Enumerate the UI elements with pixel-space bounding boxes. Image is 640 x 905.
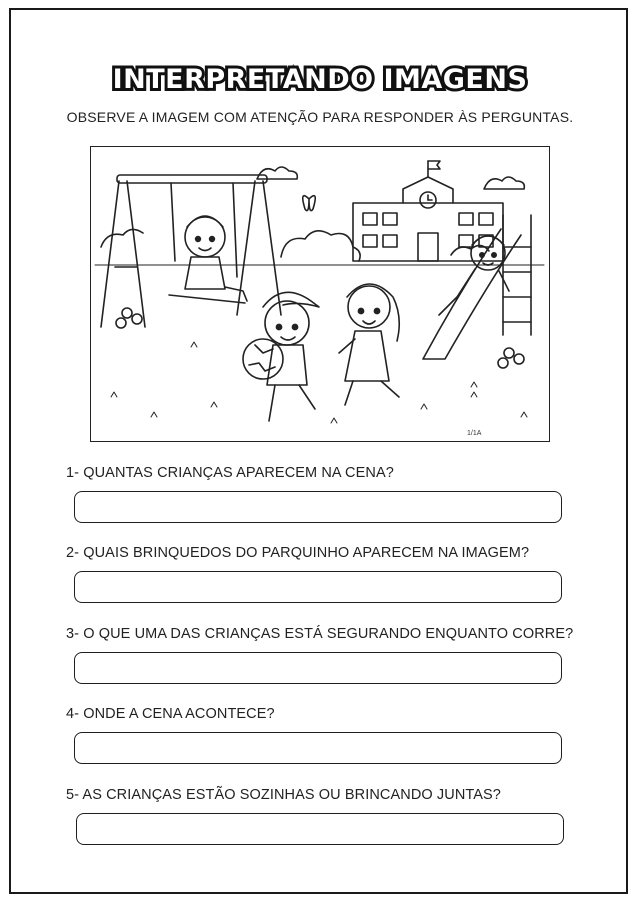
trees-icon [101,229,489,261]
flower-icon [116,308,524,368]
slide-icon [423,215,531,359]
child-on-swing-icon [185,216,247,301]
answer-field-4[interactable] [74,732,562,764]
answer-field-3[interactable] [74,652,562,684]
question-2: 2- QUAIS BRINQUEDOS DO PARQUINHO APARECEM NA IMAGEM? [66,545,530,561]
question-3: 3- O QUE UMA DAS CRIANÇAS ESTÁ SEGURANDO ENQUANTO CORRE? [66,626,574,642]
answer-field-1[interactable] [74,491,562,523]
grass-icon [111,342,527,423]
girl-running-icon [339,284,399,405]
page-title: INTERPRETANDO IMAGENS [112,64,528,95]
illustration-signature: 1/1A [467,430,482,437]
answer-field-2[interactable] [74,571,562,603]
instructions: OBSERVE A IMAGEM COM ATENÇÃO PARA RESPONDER ÀS PERGUNTAS. [66,109,574,125]
question-4: 4- ONDE A CENA ACONTECE? [66,706,275,722]
question-5: 5- AS CRIANÇAS ESTÃO SOZINHAS OU BRINCANDO JUNTAS? [66,787,501,803]
playground-illustration [90,146,550,442]
butterfly-icon [303,196,316,211]
answer-field-5[interactable] [76,813,564,845]
question-1: 1- QUANTAS CRIANÇAS APARECEM NA CENA? [66,465,394,481]
cloud-icon [257,167,524,189]
